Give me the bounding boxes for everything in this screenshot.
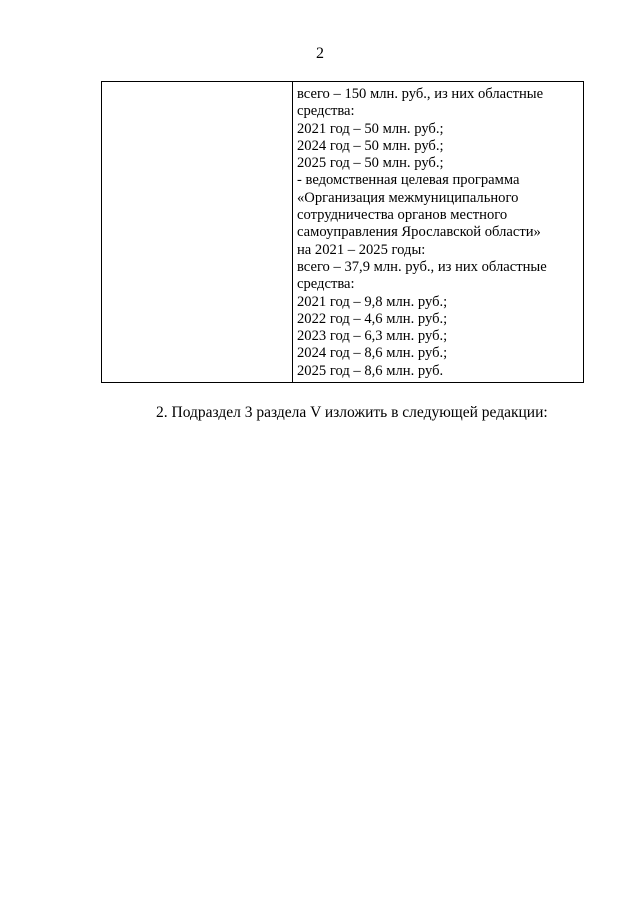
table-line: сотрудничества органов местного (297, 207, 508, 224)
table-line: 2023 год – 6,3 млн. руб.; (297, 328, 448, 345)
table-line: на 2021 – 2025 годы: (297, 241, 426, 258)
table-line: средства: (297, 103, 355, 120)
page-number: 2 (316, 45, 324, 62)
table-cell-right (293, 82, 584, 383)
table-line: средства: (297, 276, 355, 293)
table-line: - ведомственная целевая программа (297, 172, 520, 189)
table-line: «Организация межмуниципального (297, 189, 519, 206)
table-line: 2025 год – 8,6 млн. руб. (297, 362, 444, 379)
table-line: 2021 год – 9,8 млн. руб.; (297, 293, 448, 310)
table-cell-left (102, 82, 293, 383)
table-line: самоуправления Ярославской области» (297, 224, 541, 241)
table-line: всего – 37,9 млн. руб., из них областные (297, 258, 547, 275)
funding-table (101, 81, 584, 383)
table-line: 2021 год – 50 млн. руб.; (297, 120, 444, 137)
table-line: 2024 год – 50 млн. руб.; (297, 137, 444, 154)
table-line: 2025 год – 50 млн. руб.; (297, 155, 444, 172)
table-line: 2024 год – 8,6 млн. руб.; (297, 345, 448, 362)
table-line: 2022 год – 4,6 млн. руб.; (297, 310, 448, 327)
table-row (102, 82, 584, 383)
table-line: всего – 150 млн. руб., из них областные (297, 86, 544, 102)
body-paragraph: 2. Подраздел 3 раздела V изложить в следующей редакции: (156, 404, 548, 421)
